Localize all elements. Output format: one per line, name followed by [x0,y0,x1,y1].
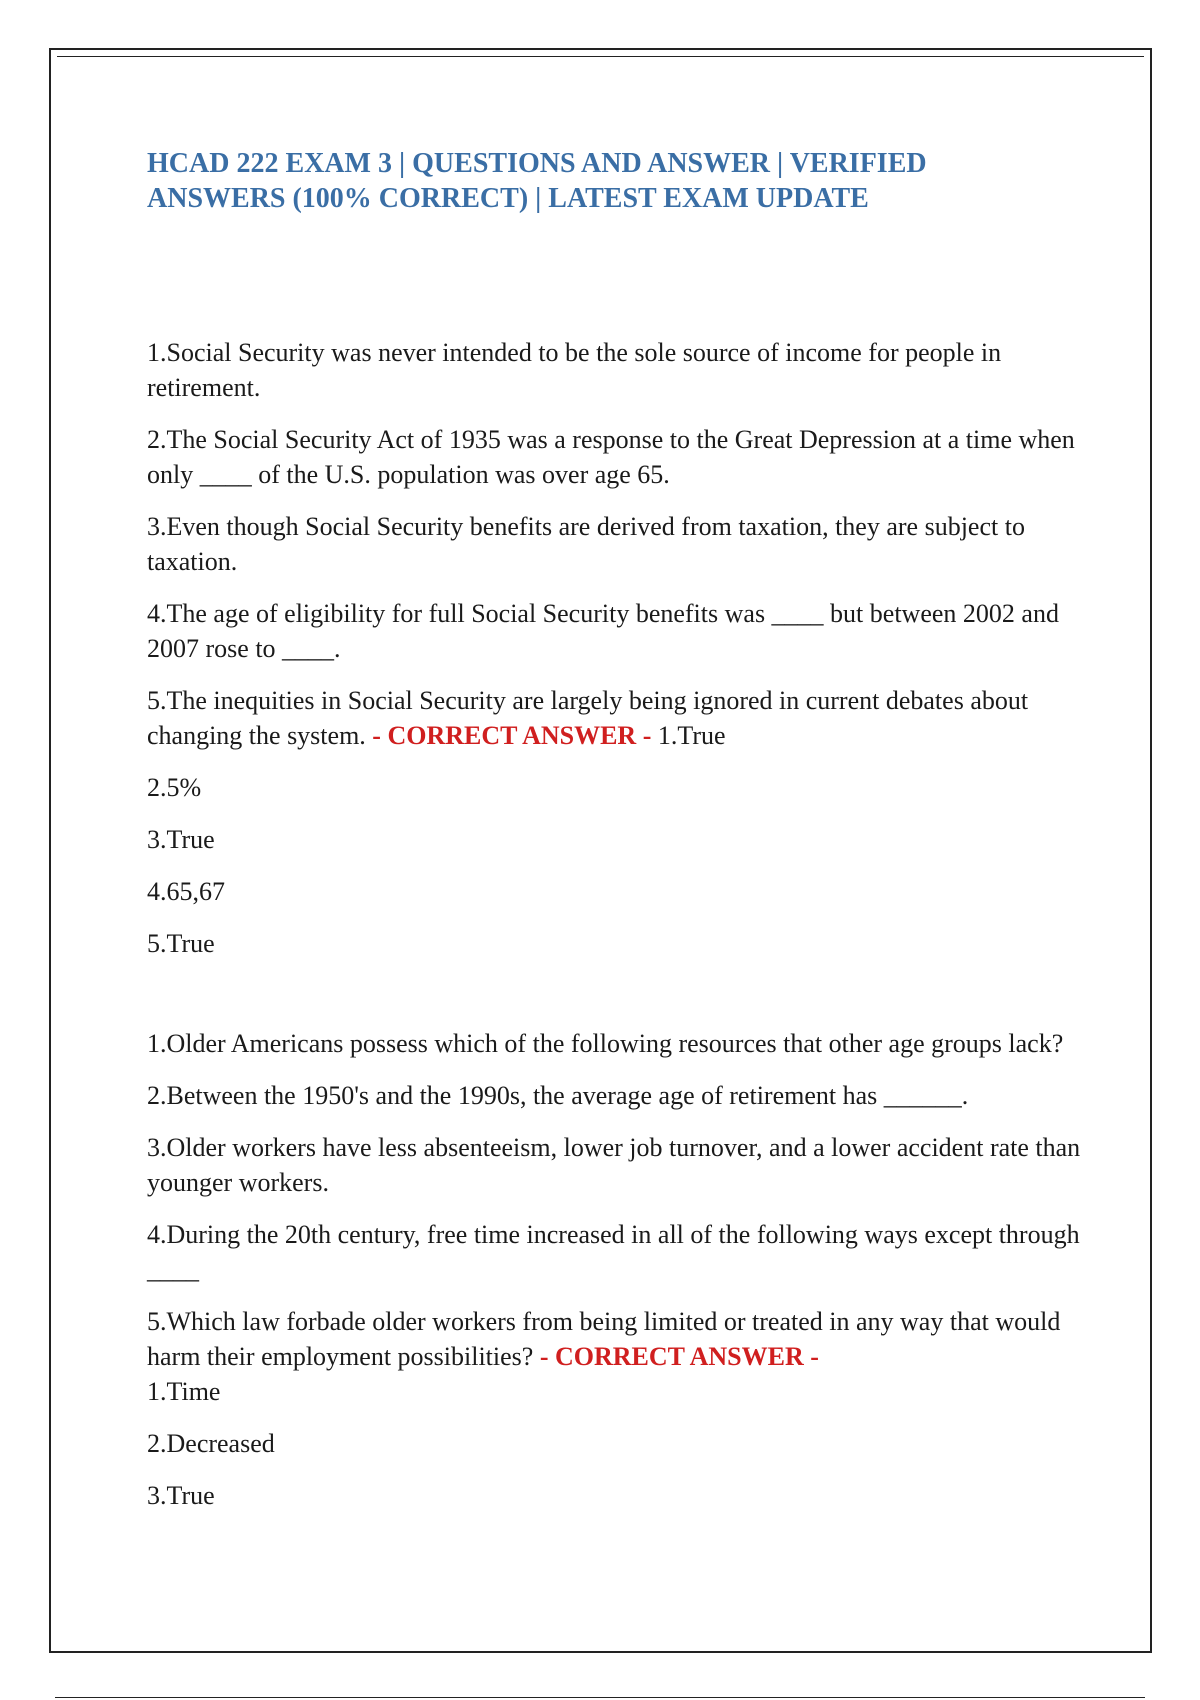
correct-answer-label: - CORRECT ANSWER - [372,721,652,750]
question-item: 1.Social Security was never intended to be the sole source of income for people in retirement. [147,338,1002,402]
answer-item: 3.True [147,1481,215,1510]
question-item-with-answer [147,683,1097,753]
question-item: 4.The age of eligibility for full Social Security benefits was ____ but between 2002 and 2007 rose to ____. [147,599,1059,663]
question-item: 4.During the 20th century, free time increased in all of the following ways except through ____ [147,1220,1080,1284]
document-content [147,335,1097,1530]
question-item: 3.Older workers have less absenteeism, lower job turnover, and a lower accident rate than younger workers. [147,1133,1081,1197]
answer-item: 2.Decreased [147,1429,275,1458]
answer-item: 2.5% [147,773,202,802]
section-gap [147,978,1097,1026]
next-page-top-rule [55,1697,1145,1698]
question-text: 5.The inequities in Social Security are largely being ignored in current debates about changing the system. [147,686,1029,750]
answer-item: 4.65,67 [147,877,225,906]
page-frame [49,48,1152,1653]
question-item: 2.The Social Security Act of 1935 was a response to the Great Depression at a time when only ____ of the U.S. population was over age 65. [147,425,1075,489]
answer-item: 1.Time [147,1377,221,1406]
section-1 [147,335,1097,961]
answer-item: 5.True [147,929,215,958]
correct-answer-label: - CORRECT ANSWER - [539,1342,819,1371]
answer-item: 3.True [147,825,215,854]
top-rule [57,56,1144,57]
question-item-with-answer [147,1304,1097,1374]
document-title: HCAD 222 EXAM 3 | QUESTIONS AND ANSWER | VERIFIED ANSWERS (100% CORRECT) | LATEST EXAM UPDATE [147,148,927,214]
question-item: 2.Between the 1950's and the 1990s, the average age of retirement has ______. [147,1081,969,1110]
answer-item: 1.True [657,721,726,750]
question-item: 3.Even though Social Security benefits are derived from taxation, they are subject to taxation. [147,512,1025,576]
section-2 [147,1026,1097,1513]
question-text: 5.Which law forbade older workers from being limited or treated in any way that would harm their employment possibilities? [147,1307,1061,1371]
question-item: 1.Older Americans possess which of the following resources that other age groups lack? [147,1029,1064,1058]
